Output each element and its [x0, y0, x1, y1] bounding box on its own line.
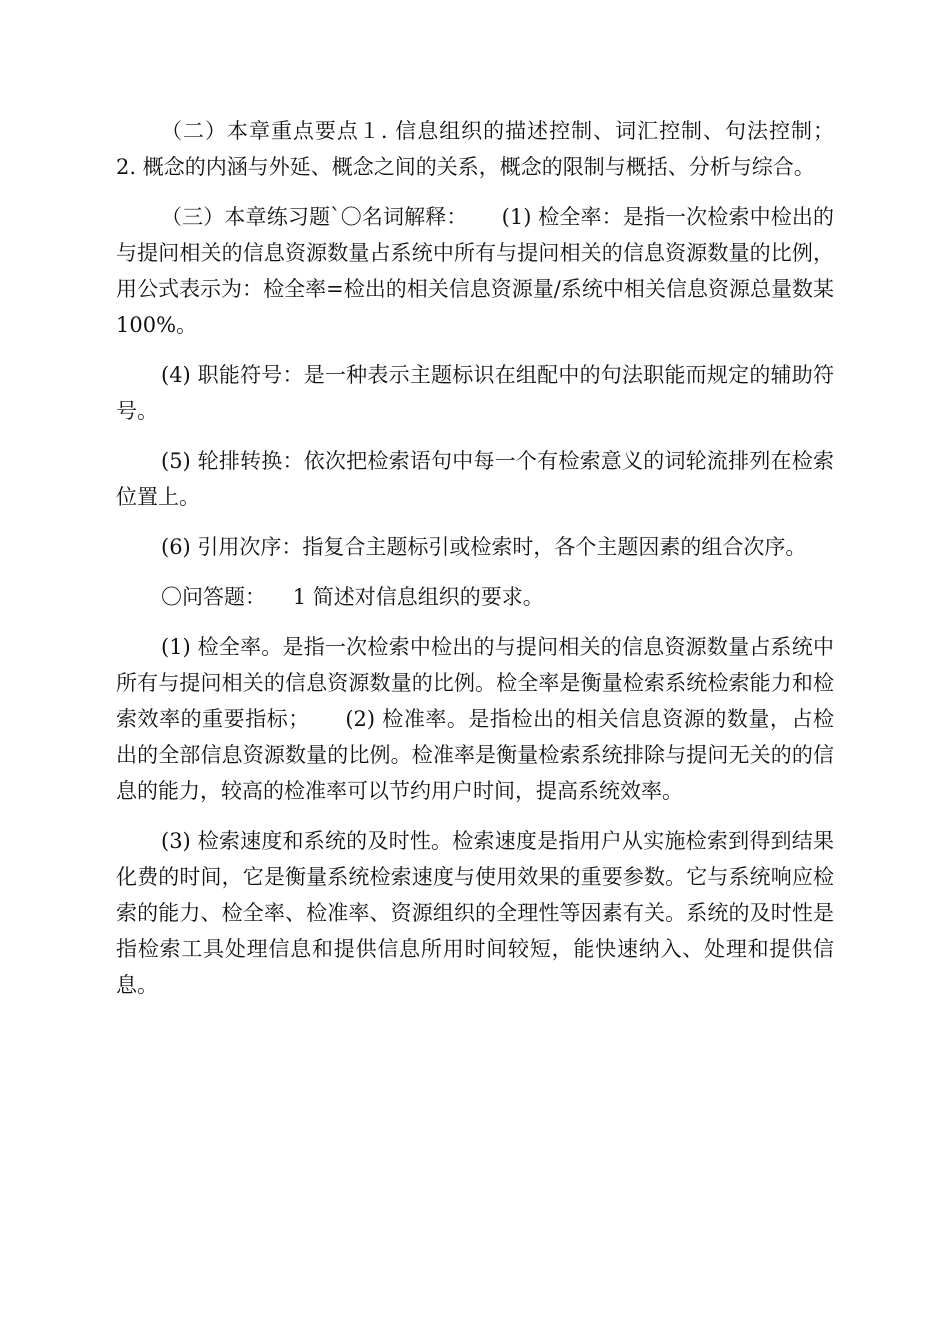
paragraph-retrieval-speed: (3) 检索速度和系统的及时性。检索速度是指用户从实施检索到得到结果化费的时间，它是衡量系统检索速度与使用效果的重要参数。它与系统响应检索的能力、检全率、检准率、资源组织的全理性等因素有关。系统的及时性是指检索工具处理信息和提供信息所用时间较短，能快速纳入、处理和提供信息。	[116, 829, 834, 997]
paragraph-questions-heading: 〇问答题： 1 简述对信息组织的要求。	[161, 585, 544, 609]
document-body	[116, 113, 888, 1017]
paragraph-recall-precision: (1) 检全率。是指一次检索中检出的与提问相关的信息资源数量占系统中所有与提问相关的信息资源数量的比例。检全率是衡量检索系统检索能力和检索效率的重要指标； (2) 检准率。是指检出的相关信息资源的数量，占检出的全部信息资源数量的比例。检准率是衡量检索系统排除与提问无关的的信息的能力，较高的检准率可以节约用户时间，提高系统效率。	[116, 635, 834, 803]
paragraph-chapter-key-points: （二）本章重点要点１. 信息组织的描述控制、词汇控制、句法控制； 2. 概念的内涵与外延、概念之间的关系，概念的限制与概括、分析与综合。	[116, 119, 888, 179]
paragraph-citation-order: (6) 引用次序：指复合主题标引或检索时，各个主题因素的组合次序。	[161, 535, 807, 559]
paragraph-rotation-conversion: (5) 轮排转换：依次把检索语句中每一个有检索意义的词轮流排列在检索位置上。	[116, 449, 834, 509]
paragraph-exercises-recall-rate: （三）本章练习题`〇名词解释： (1) 检全率：是指一次检索中检出的与提问相关的信息资源数量占系统中所有与提问相关的信息资源数量的比例，用公式表示为：检全率=检出的相关信息资源量/系统中相关信息资源总量数某100%。	[116, 205, 834, 337]
paragraph-function-symbol: (4) 职能符号：是一种表示主题标识在组配中的句法职能而规定的辅助符号。	[116, 363, 834, 423]
